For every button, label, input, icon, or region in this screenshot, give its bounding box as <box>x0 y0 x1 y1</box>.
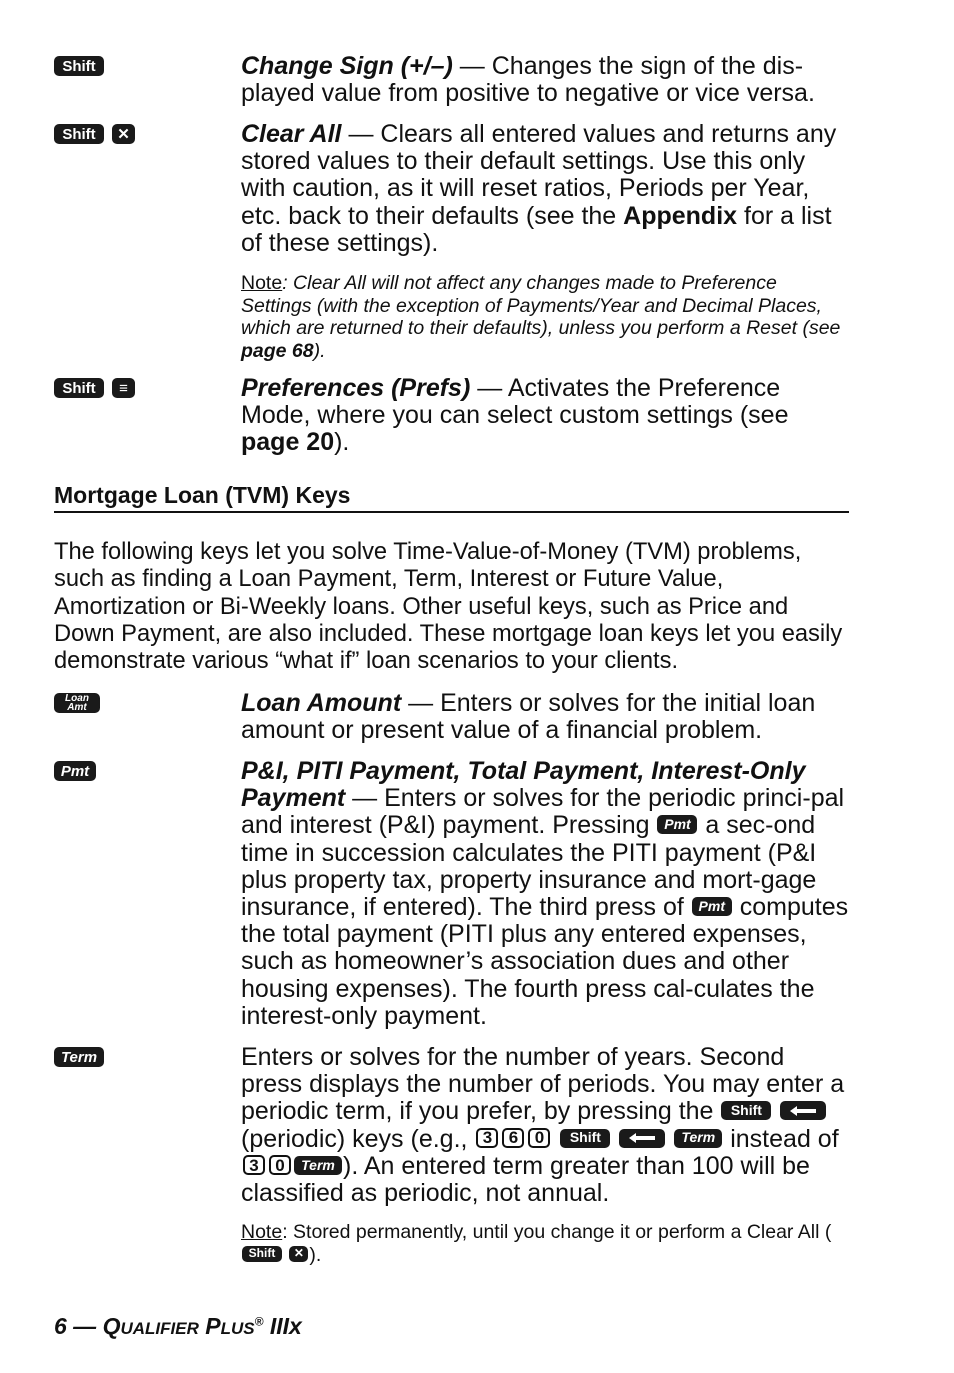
digit-key-icon: 3 <box>476 1128 498 1148</box>
shift-key-icon: Shift <box>560 1129 610 1148</box>
shift-key-icon: Shift <box>54 56 104 76</box>
shift-key-icon: Shift <box>54 378 104 398</box>
shift-key-icon: Shift <box>54 124 104 144</box>
pmt-key-icon: Pmt <box>657 815 697 834</box>
entry-description <box>241 121 851 257</box>
entry-title: Clear All <box>241 120 342 148</box>
entry-description <box>241 1044 851 1207</box>
product-name-lus: LUS <box>220 1319 255 1338</box>
term-key-icon: Term <box>674 1129 722 1148</box>
digit-key-icon: 0 <box>528 1128 550 1148</box>
entry-text: Enters or solves for the periodic princi-pal and interest (P&I) payment. Pressing <box>241 784 845 840</box>
digit-key-icon: 6 <box>502 1128 524 1148</box>
entry-text: Changes the sign of the dis-played value from positive to negative or vice versa. <box>241 52 815 108</box>
note-page-ref: page 68 <box>241 339 314 362</box>
shift-key-icon: Shift <box>242 1246 282 1262</box>
entry-description <box>241 758 851 1030</box>
dash: — <box>401 689 441 717</box>
digit-key-icon: 0 <box>269 1155 291 1175</box>
section-heading: Mortgage Loan (TVM) Keys <box>54 482 849 513</box>
left-arrow-icon <box>627 1132 657 1144</box>
product-model: IIIx <box>263 1313 302 1339</box>
entry-description <box>241 375 851 457</box>
note <box>241 272 851 362</box>
key-group <box>54 56 104 76</box>
left-arrow-key-icon <box>619 1129 665 1148</box>
entry-text: Enters or solves for the number of years. Second press displays the number of periods. You may enter a periodic term, if you prefer, by pressing the <box>241 1043 845 1126</box>
pmt-key-icon: Pmt <box>54 761 96 781</box>
key-group <box>54 693 100 713</box>
entry-title: P&I, PITI Payment, Total Payment, Interest-Only Payment <box>241 757 806 813</box>
term-key-icon: Term <box>294 1156 342 1175</box>
entry-tail: for a list of these settings). <box>241 201 832 257</box>
entry-text: Enters or solves for the initial loan amount or present value of a financial problem. <box>241 689 816 745</box>
product-name-p: P <box>198 1313 221 1339</box>
dash: — <box>341 120 381 148</box>
note <box>241 1221 851 1267</box>
key-group <box>54 1047 104 1067</box>
note-tail: ). <box>309 1244 322 1266</box>
entry-text: Clears all entered values and returns any stored values to their default settings. Use this only with caution, as it will reset ratios, Periods per Year, etc. back to their defaults (see the <box>241 120 837 230</box>
page-ref: page 20 <box>241 428 335 457</box>
pmt-key-icon: Pmt <box>692 897 732 916</box>
digit-key-icon: 3 <box>243 1155 265 1175</box>
loan-amt-key-icon <box>54 693 100 713</box>
key-group <box>54 124 135 144</box>
entry-description <box>241 690 851 744</box>
entry-description <box>241 53 851 107</box>
entry-text: Activates the Preference Mode, where you can select custom settings (see <box>241 374 789 430</box>
entry-text: (periodic) keys (e.g., <box>241 1124 475 1153</box>
entry-text: instead of <box>723 1124 839 1153</box>
product-name-q: Q <box>102 1313 121 1339</box>
registered-mark: ® <box>254 1314 264 1329</box>
entry-title: Preferences (Prefs) <box>241 374 471 402</box>
entry-text: a sec-ond time in succession calculates the PITI payment (P&I plus property tax, property insurance and mort-gage insurance, if entered). The third press of <box>241 811 817 922</box>
key-line: Loan <box>65 693 89 704</box>
page-footer <box>54 1313 302 1340</box>
left-arrow-icon <box>788 1105 818 1117</box>
entry-title: Change Sign (+/–) <box>241 52 453 80</box>
page-number: 6 — <box>54 1313 103 1339</box>
clear-key-icon: ✕ <box>112 124 135 144</box>
key-group <box>54 378 135 398</box>
product-name-ualifier: UALIFIER <box>120 1319 199 1338</box>
dash: — <box>452 52 492 80</box>
dash: — <box>345 784 385 813</box>
left-arrow-key-icon <box>780 1101 826 1120</box>
dash: — <box>470 374 508 402</box>
note-text: : Stored permanently, until you change it or perform a Clear All ( <box>282 1221 832 1243</box>
note-tail: ). <box>313 339 326 362</box>
entry-title: Loan Amount <box>241 689 402 717</box>
appendix-ref: Appendix <box>623 201 738 230</box>
clear-key-icon: ✕ <box>289 1246 308 1262</box>
note-text: : Clear All will not affect any changes made to Preference Settings (with the exception of Payments/Year and Decimal Places, which are returned to their defaults), unless you perform a Reset (see <box>241 272 841 339</box>
note-label: Note <box>241 272 283 294</box>
entry-text: computes the total payment (PITI plus any entered expenses, such as homeowner’s association dues and other housing expenses). The fourth press cal-culates the interest-only payment. <box>241 893 849 1030</box>
prefs-key-icon: ≡ <box>112 378 135 398</box>
section-intro: The following keys let you solve Time-Value-of-Money (TVM) problems, such as finding a Loan Payment, Term, Interest or Future Value, Amortization or Bi-Weekly loans. Other useful keys, such as Price and Down Payment, are also included. These mortgage loan keys let you easily demonstrate various “what if” loan scenarios to your clients. <box>54 539 843 675</box>
key-group <box>54 761 96 781</box>
term-key-icon: Term <box>54 1047 104 1067</box>
entry-text: ). An entered term greater than 100 will be classified as periodic, not annual. <box>241 1151 810 1208</box>
shift-key-icon: Shift <box>721 1101 771 1120</box>
note-label: Note <box>241 1221 283 1243</box>
key-line: Amt <box>67 702 87 713</box>
entry-tail: ). <box>334 428 350 457</box>
